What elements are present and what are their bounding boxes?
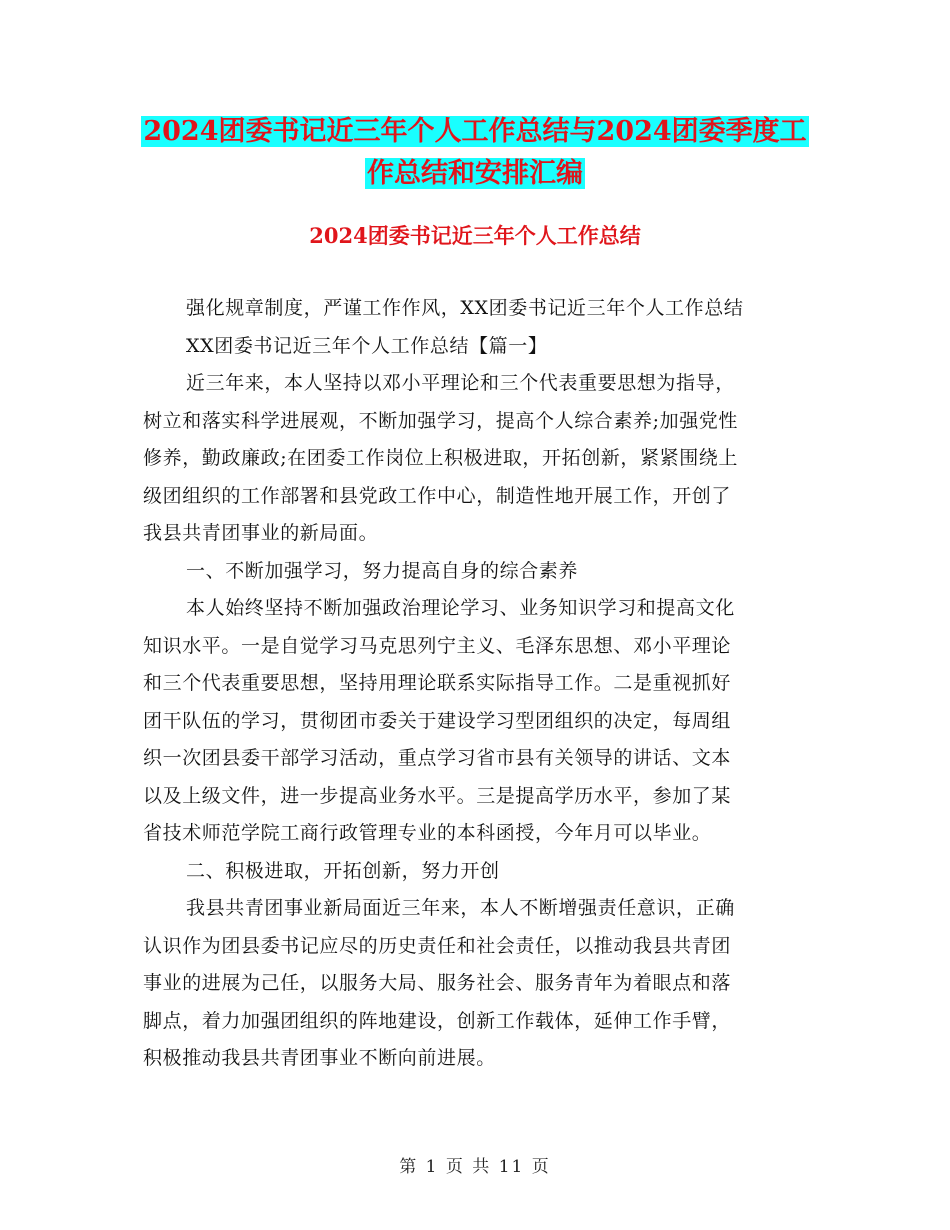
text-line: 认识作为团县委书记应尽的历史责任和社会责任，以推动我县共青团 xyxy=(143,934,732,957)
text-line: 修养，勤政廉政;在团委工作岗位上积极进取，开拓创新，紧紧围绕上 xyxy=(143,447,739,469)
text-line: 强化规章制度，严谨工作作风，XX团委书记近三年个人工作总结 xyxy=(186,297,744,319)
text-line: 脚点，着力加强团组织的阵地建设，创新工作载体，延伸工作手臂， xyxy=(143,1009,732,1032)
text-line: 织一次团县委干部学习活动，重点学习省市县有关领导的讲话、文本 xyxy=(143,747,732,769)
page-footer: 第 1 页 共 11 页 xyxy=(399,1157,551,1177)
text-line: 知识水平。一是自觉学习马克思列宁主义、毛泽东思想、邓小平理论 xyxy=(143,634,732,657)
text-line: 近三年来，本人坚持以邓小平理论和三个代表重要思想为指导， xyxy=(186,372,735,394)
text-line: 以及上级文件，进一步提高业务水平。三是提高学历水平，参加了某 xyxy=(143,784,732,807)
text-line: 省技术师范学院工商行政管理专业的本科函授，今年月可以毕业。 xyxy=(143,822,712,844)
text-line: 和三个代表重要思想，坚持用理论联系实际指导工作。二是重视抓好 xyxy=(143,672,732,694)
text-line: 级团组织的工作部署和县党政工作中心，制造性地开展工作，开创了 xyxy=(143,484,732,507)
text-line: 二、积极进取，开拓创新，努力开创 xyxy=(186,859,500,882)
section-title: 2024团委书记近三年个人工作总结 xyxy=(309,223,641,248)
text-line: 我县共青团事业新局面近三年来，本人不断增强责任意识，正确 xyxy=(186,897,735,919)
document-body xyxy=(143,290,807,1078)
document-title-line-1 xyxy=(140,110,810,154)
text-line: 我县共青团事业的新局面。 xyxy=(143,522,379,544)
text-line: 本人始终坚持不断加强政治理论学习、业务知识学习和提高文化 xyxy=(186,597,735,619)
title-highlight: 2024团委书记近三年个人工作总结与2024团委季度工 xyxy=(143,116,807,147)
text-line: XX团委书记近三年个人工作总结【篇一】 xyxy=(186,334,548,357)
text-line: 一、不断加强学习，努力提高自身的综合素养 xyxy=(186,559,579,582)
text-line: 事业的进展为己任，以服务大局、服务社会、服务青年为着眼点和落 xyxy=(143,972,732,994)
title-highlight: 作总结和安排汇编 xyxy=(367,158,583,189)
text-line: 团干队伍的学习，贯彻团市委关于建设学习型团组织的决定，每周组 xyxy=(143,709,732,732)
text-line: 积极推动我县共青团事业不断向前进展。 xyxy=(143,1047,496,1069)
document-title-line-2 xyxy=(140,152,810,196)
text-line: 树立和落实科学进展观，不断加强学习，提高个人综合素养;加强党性 xyxy=(143,409,739,432)
